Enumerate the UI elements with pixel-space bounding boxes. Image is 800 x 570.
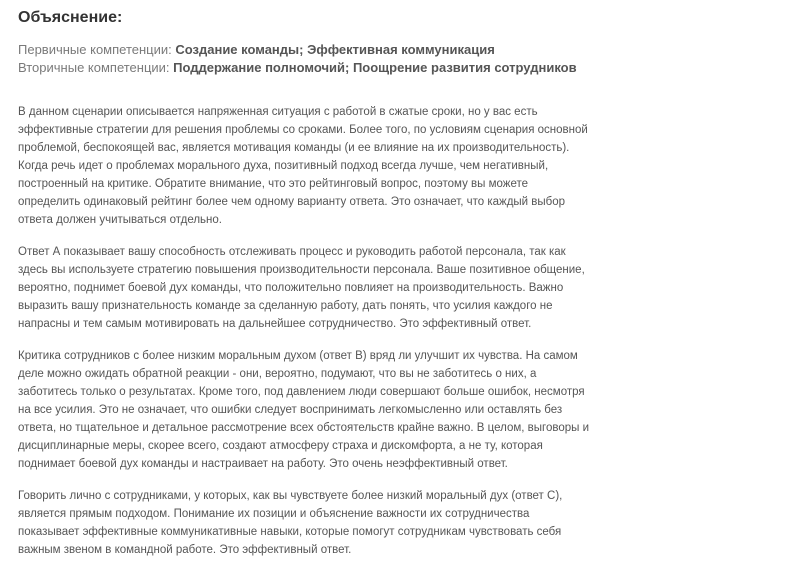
secondary-competencies-value: Поддержание полномочий; Поощрение развития сотрудников <box>173 60 577 75</box>
paragraph-line: Когда речь идет о проблемах морального духа, позитивный подход всегда лучше, чем негативный, <box>18 160 549 172</box>
paragraph-line: Ответ А показывает вашу способность отслеживать процесс и руководить работой персонала, так как <box>18 246 566 258</box>
primary-competencies <box>18 41 495 58</box>
paragraph-line: здесь вы используете стратегию повышения производительности персонала. Ваше позитивное общение, <box>18 264 585 276</box>
paragraph-line: определить одинаковый рейтинг более чем одному варианту ответа. Это означает, что каждый выбор <box>18 196 566 208</box>
answer-c-paragraph <box>18 487 618 559</box>
primary-competencies-label: Первичные компетенции: <box>18 42 176 57</box>
paragraph-line: эффективные стратегии для решения проблемы со сроками. Более того, по условиям сценария основной <box>18 124 588 136</box>
paragraph-line: Критика сотрудников с более низким моральным духом (ответ В) вряд ли улучшит их чувства. На самом <box>18 350 578 362</box>
paragraph-line: В данном сценарии описывается напряженная ситуация с работой в сжатые сроки, но у вас есть <box>18 106 538 118</box>
section-heading: Объяснение: <box>18 9 123 26</box>
paragraph-line: вероятно, поднимет боевой дух команды, что положительно повлияет на производительность. Важно <box>18 282 564 294</box>
paragraph-line: на все усилия. Это не означает, что ошибки следует воспринимать легкомысленно или оставлять без <box>18 404 563 416</box>
answer-a-paragraph <box>18 243 618 333</box>
secondary-competencies <box>18 59 577 76</box>
paragraph-line: выразить вашу признательность команде за сделанную работу, дать понять, что усилия каждого не <box>18 300 553 312</box>
paragraph-line: Говорить лично с сотрудниками, у которых, как вы чувствуете более низкий моральный дух (ответ С), <box>18 490 563 502</box>
paragraph-line: дисциплинарные меры, скорее всего, создают атмосферу страха и дискомфорта, а не ту, которая <box>18 440 543 452</box>
answer-b-paragraph <box>18 347 618 473</box>
paragraph-line: проблемой, беспокоящей вас, является мотивация команды (и ее влияние на их производительность). <box>18 142 570 154</box>
paragraph-line: заботитесь только о результатах. Кроме того, под давлением люди совершают больше ошибок, несмотря <box>18 386 585 398</box>
paragraph-line: построенный на критике. Обратите внимание, что это рейтинговый вопрос, поэтому вы можете <box>18 178 529 190</box>
explanation-paragraph <box>18 103 618 229</box>
primary-competencies-value: Создание команды; Эффективная коммуникация <box>175 42 495 57</box>
paragraph-line: важным звеном в командной работе. Это эффективный ответ. <box>18 544 352 556</box>
paragraph-line: напрасны и тем самым мотивировать на дальнейшее сотрудничество. Это эффективный ответ. <box>18 318 532 330</box>
paragraph-line: ответа должен учитываться отдельно. <box>18 214 222 226</box>
paragraph-line: показывает эффективные коммуникативные навыки, которые помогут сотрудникам чувствовать себя <box>18 526 562 538</box>
paragraph-line: деле можно ожидать обратной реакции - они, вероятно, подумают, что вы не заботитесь о них, а <box>18 368 537 380</box>
paragraph-line: ответа, но тщательное и детальное рассмотрение всех обстоятельств крайне важно. В целом, выговоры и <box>18 422 590 434</box>
paragraph-line: поднимает боевой дух команды и настраивает на работу. Это очень неэффективный ответ. <box>18 458 508 470</box>
paragraph-line: является прямым подходом. Понимание их позиции и объяснение важности их сотрудничества <box>18 508 530 520</box>
secondary-competencies-label: Вторичные компетенции: <box>18 60 174 75</box>
